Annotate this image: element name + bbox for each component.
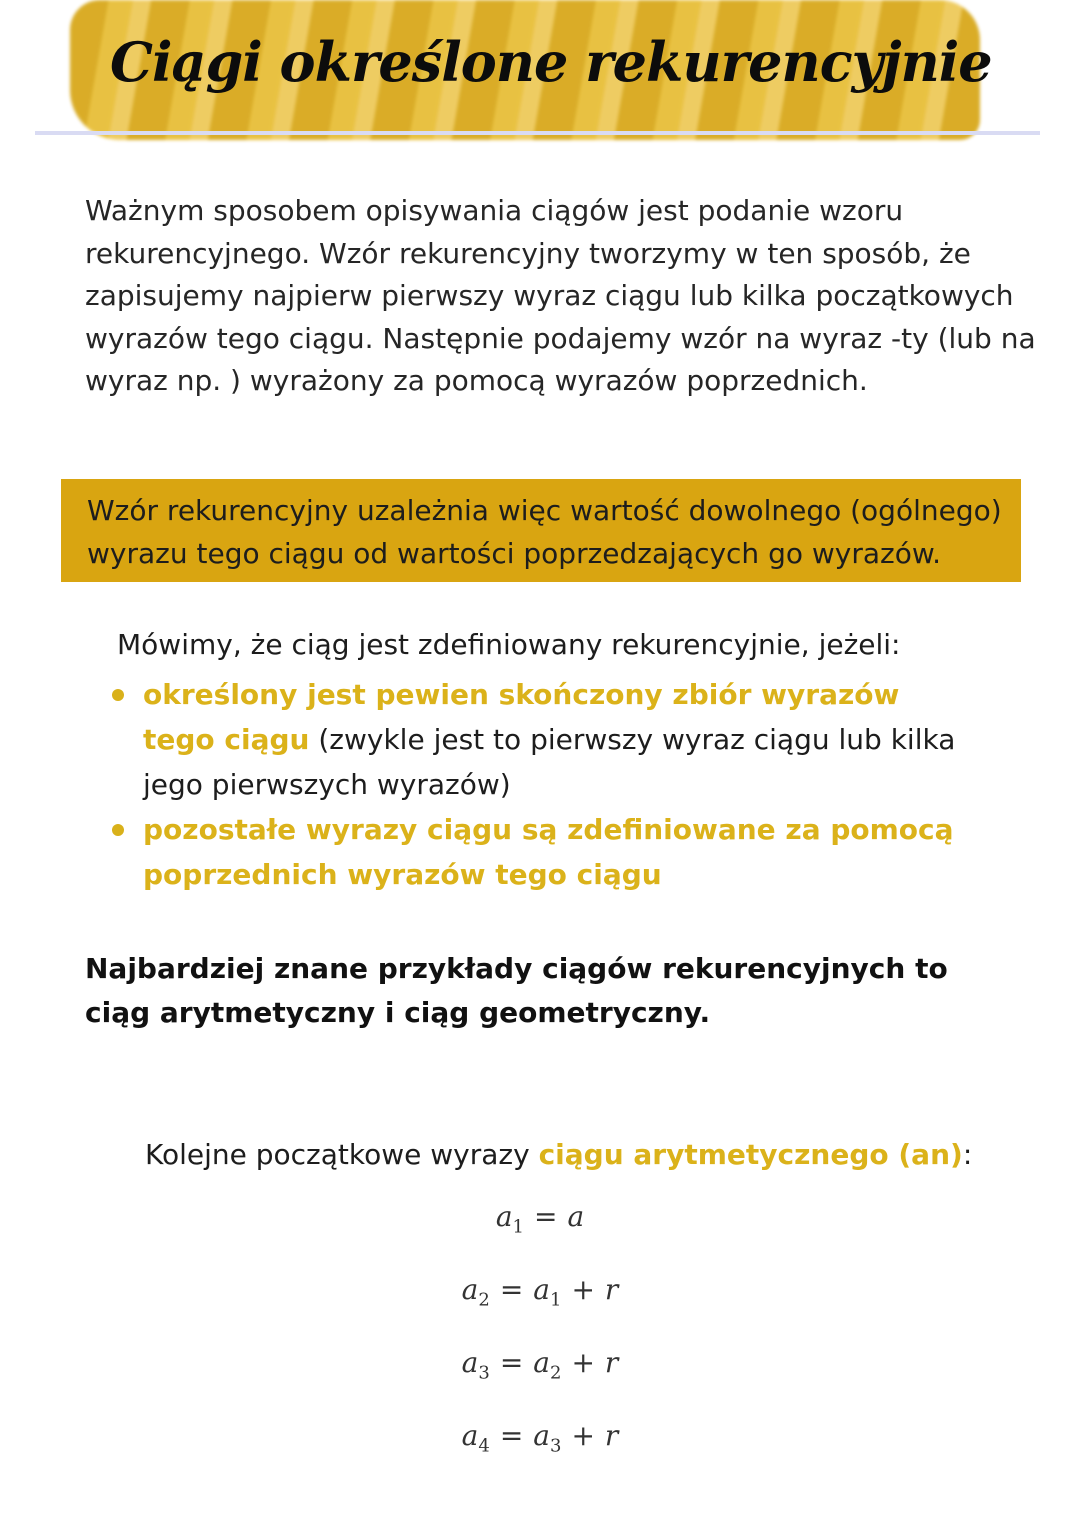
eq-equals: = bbox=[533, 1200, 558, 1233]
eq-rhs-sub: 2 bbox=[550, 1362, 562, 1384]
eq-lhs-sub: 4 bbox=[478, 1435, 490, 1457]
eq-rhs: a bbox=[533, 1346, 550, 1379]
eq-rhs-sub: 1 bbox=[550, 1289, 562, 1311]
bullet-icon bbox=[112, 824, 124, 836]
equation bbox=[0, 1273, 1080, 1311]
list-item bbox=[110, 672, 970, 807]
definition-intro: Mówimy, że ciąg jest zdefiniowany rekurencyjnie, jeżeli: bbox=[117, 628, 901, 661]
eq-lhs-sub: 3 bbox=[478, 1362, 490, 1384]
sequence-intro-prefix: Kolejne początkowe wyrazy bbox=[145, 1138, 539, 1171]
eq-equals: = bbox=[499, 1419, 524, 1452]
eq-lhs-sub: 1 bbox=[512, 1216, 524, 1238]
eq-rhs-sub: 3 bbox=[550, 1435, 562, 1457]
header-divider bbox=[35, 131, 1040, 135]
bullet-bold: pozostałe wyrazy ciągu są zdefiniowane za pomocą poprzednich wyrazów tego ciągu bbox=[143, 813, 954, 891]
bullet-rest: (zwykle jest to pierwszy wyraz ciągu lub kilka jego pierwszych wyrazów) bbox=[143, 723, 956, 801]
highlight-text: Wzór rekurencyjny uzależnia więc wartość dowolnego (ogólnego) wyrazu tego ciągu od wartości poprzedzających go wyrazów. bbox=[87, 494, 1002, 570]
eq-lhs: a bbox=[495, 1200, 513, 1233]
equation bbox=[0, 1346, 1080, 1384]
eq-equals: = bbox=[499, 1346, 524, 1379]
eq-lhs-sub: 2 bbox=[478, 1289, 490, 1311]
eq-rhs: a bbox=[533, 1419, 550, 1452]
sequence-intro-highlight: ciągu arytmetycznego (an) bbox=[538, 1138, 963, 1171]
eq-term: r bbox=[604, 1273, 619, 1306]
sequence-intro bbox=[145, 1138, 972, 1171]
intro-paragraph: Ważnym sposobem opisywania ciągów jest podanie wzoru rekurencyjnego. Wzór rekurencyjny tworzymy w ten sposób, że zapisujemy najpierw pierwszy wyraz ciągu lub kilka początkowych wyrazów tego ciągu. Następnie podajemy wzór na wyraz -ty (lub na wyraz np. ) wyrażony za pomocą wyrazów poprzednich. bbox=[85, 194, 1036, 397]
definition-list bbox=[110, 672, 970, 897]
eq-plus: + bbox=[571, 1419, 595, 1452]
sequence-intro-suffix: : bbox=[962, 1138, 973, 1171]
bullet-bold: określony jest pewien skończony zbiór wyrazów tego ciągu bbox=[143, 678, 900, 756]
equation bbox=[0, 1419, 1080, 1457]
eq-equals: = bbox=[499, 1273, 524, 1306]
eq-term: r bbox=[604, 1419, 619, 1452]
eq-plus: + bbox=[571, 1346, 595, 1379]
list-item bbox=[110, 807, 970, 897]
eq-lhs: a bbox=[461, 1346, 479, 1379]
eq-rhs: a bbox=[567, 1200, 585, 1233]
eq-term: r bbox=[604, 1346, 619, 1379]
eq-rhs: a bbox=[533, 1273, 550, 1306]
eq-lhs: a bbox=[461, 1419, 479, 1452]
equation bbox=[0, 1200, 1080, 1238]
eq-plus: + bbox=[571, 1273, 595, 1306]
eq-lhs: a bbox=[461, 1273, 479, 1306]
examples-note: Najbardziej znane przykłady ciągów rekurencyjnych to ciąg arytmetyczny i ciąg geometryczny. bbox=[85, 952, 948, 1029]
bullet-icon bbox=[112, 689, 124, 701]
highlight-box bbox=[61, 479, 1021, 582]
page-title: Ciągi określone rekurencyjnie bbox=[110, 30, 992, 94]
